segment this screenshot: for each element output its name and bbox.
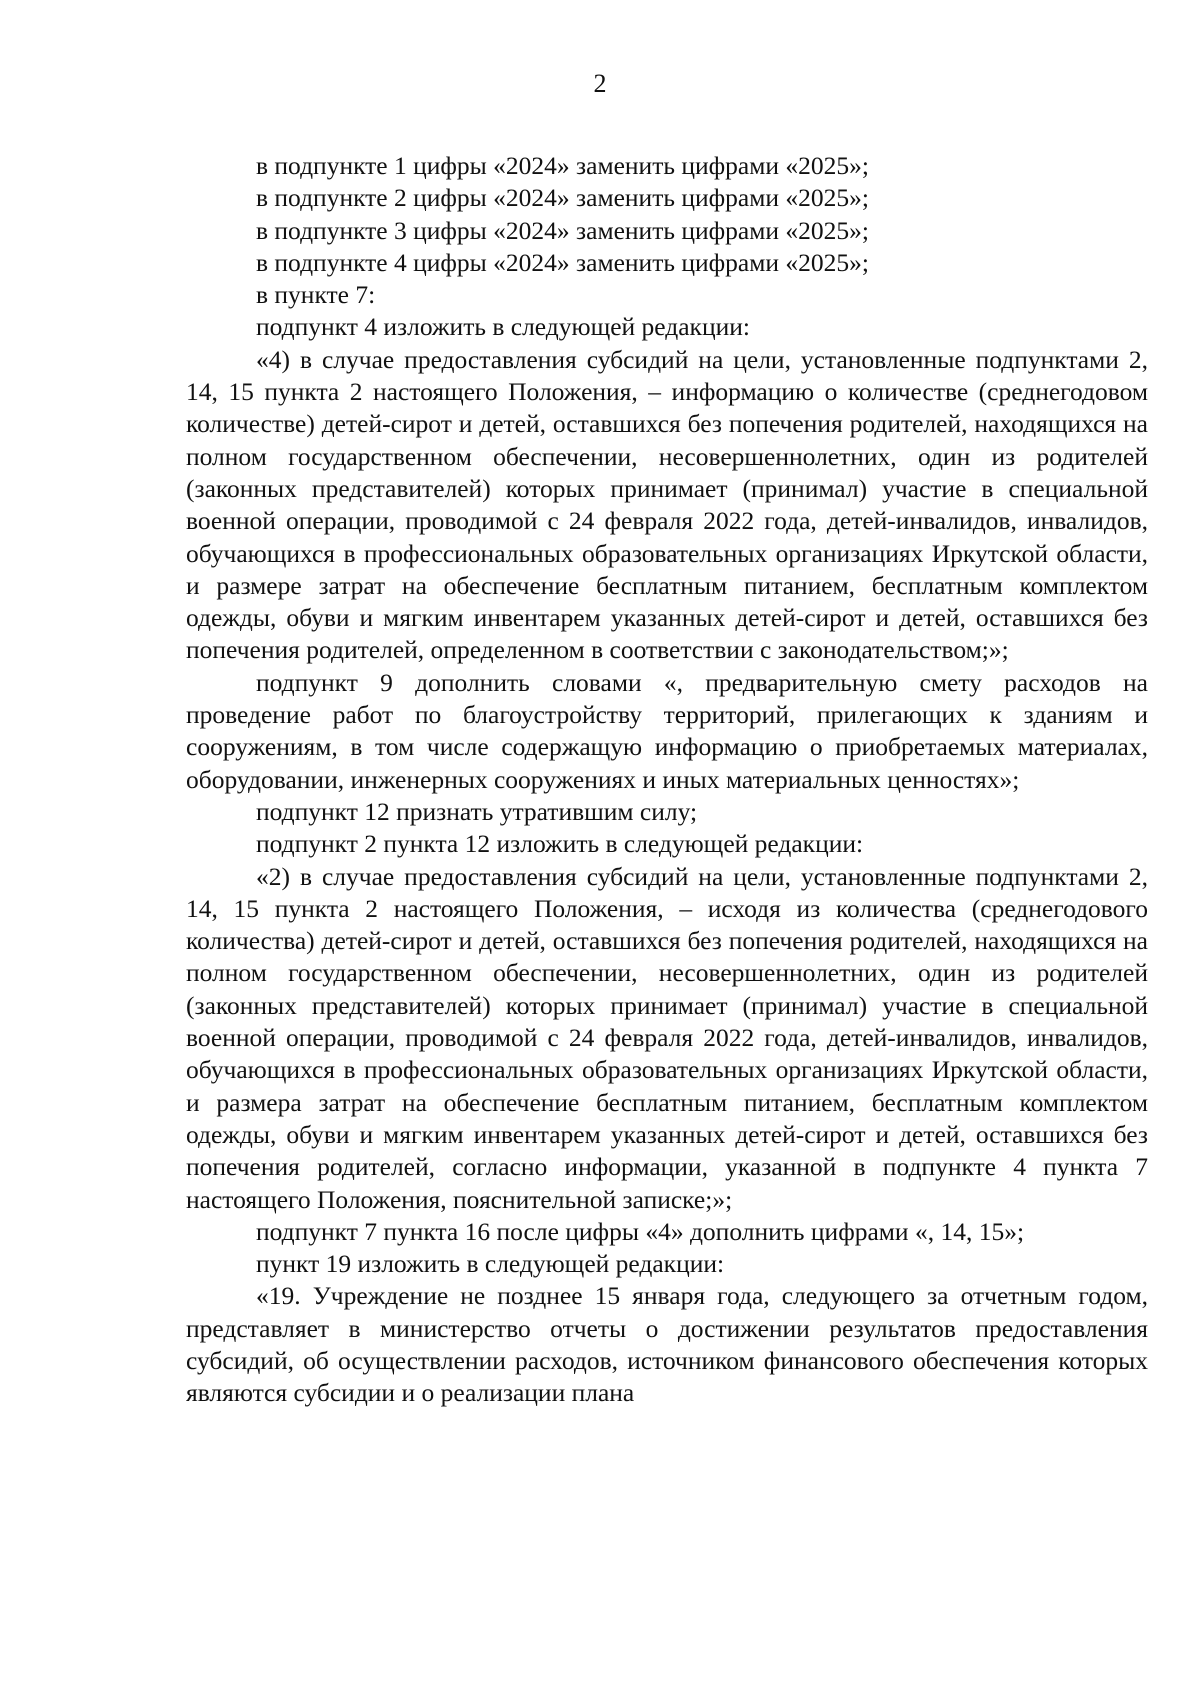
paragraph: «4) в случае предоставления субсидий на цели, установленные подпунктами 2, 14, 15 пункта 2 настоящего Положения, – информацию о количестве (среднегодовом количестве) детей-сирот и детей, оставшихся без попечения родителей, находящихся на полном государственном обеспечении, несовершеннолетних, один из родителей (законных представителей) которых принимает (принимал) участие в специальной военной операции, проводимой с 24 февраля 2022 года, детей-инвалидов, инвалидов, обучающихся в профессиональных образовательных организациях Иркутской области, и размере затрат на обеспечение бесплатным питанием, бесплатным комплектом одежды, обуви и мягким инвентарем указанных детей-сирот и детей, оставшихся без попечения родителей, определенном в соответствии с законодательством;»; [186, 344, 1148, 665]
paragraph: в подпункте 2 цифры «2024» заменить цифрами «2025»; [256, 183, 869, 213]
paragraph: в подпункте 3 цифры «2024» заменить цифрами «2025»; [256, 215, 869, 245]
document-body [186, 150, 1148, 1410]
paragraph: подпункт 12 признать утратившим силу; [256, 796, 698, 826]
paragraph: подпункт 7 пункта 16 после цифры «4» дополнить цифрами «, 14, 15»; [256, 1216, 1025, 1246]
paragraph: подпункт 4 изложить в следующей редакции: [256, 312, 750, 342]
paragraph: в подпункте 1 цифры «2024» заменить цифрами «2025»; [256, 151, 869, 180]
paragraph: подпункт 2 пункта 12 изложить в следующей редакции: [256, 829, 864, 859]
paragraph: подпункт 9 дополнить словами «, предварительную смету расходов на проведение работ по благоустройству территорий, прилегающих к зданиям и сооружениям, в том числе содержащую информацию о приобретаемых материалах, оборудовании, инженерных сооружениях и иных материальных ценностях»; [186, 667, 1148, 794]
paragraph: пункт 19 изложить в следующей редакции: [256, 1249, 725, 1279]
paragraph: «19. Учреждение не позднее 15 января года, следующего за отчетным годом, представляет в министерство отчеты о достижении результатов предоставления субсидий, об осуществлении расходов, источником финансового обеспечения которых являются субсидии и о реализации плана [186, 1281, 1148, 1408]
paragraph: в пункте 7: [256, 280, 376, 310]
page-number: 2 [593, 69, 607, 98]
paragraph: в подпункте 4 цифры «2024» заменить цифрами «2025»; [256, 247, 869, 277]
paragraph: «2) в случае предоставления субсидий на цели, установленные подпунктами 2, 14, 15 пункта 2 настоящего Положения, – исходя из количества (среднегодового количества) детей-сирот и детей, оставшихся без попечения родителей, находящихся на полном государственном обеспечении, несовершеннолетних, один из родителей (законных представителей) которых принимает (принимал) участие в специальной военной операции, проводимой с 24 февраля 2022 года, детей-инвалидов, инвалидов, обучающихся в профессиональных образовательных организациях Иркутской области, и размера затрат на обеспечение бесплатным питанием, бесплатным комплектом одежды, обуви и мягким инвентарем указанных детей-сирот и детей, оставшихся без попечения родителей, согласно информации, указанной в подпункте 4 пункта 7 настоящего Положения, пояснительной записке;»; [186, 861, 1148, 1214]
